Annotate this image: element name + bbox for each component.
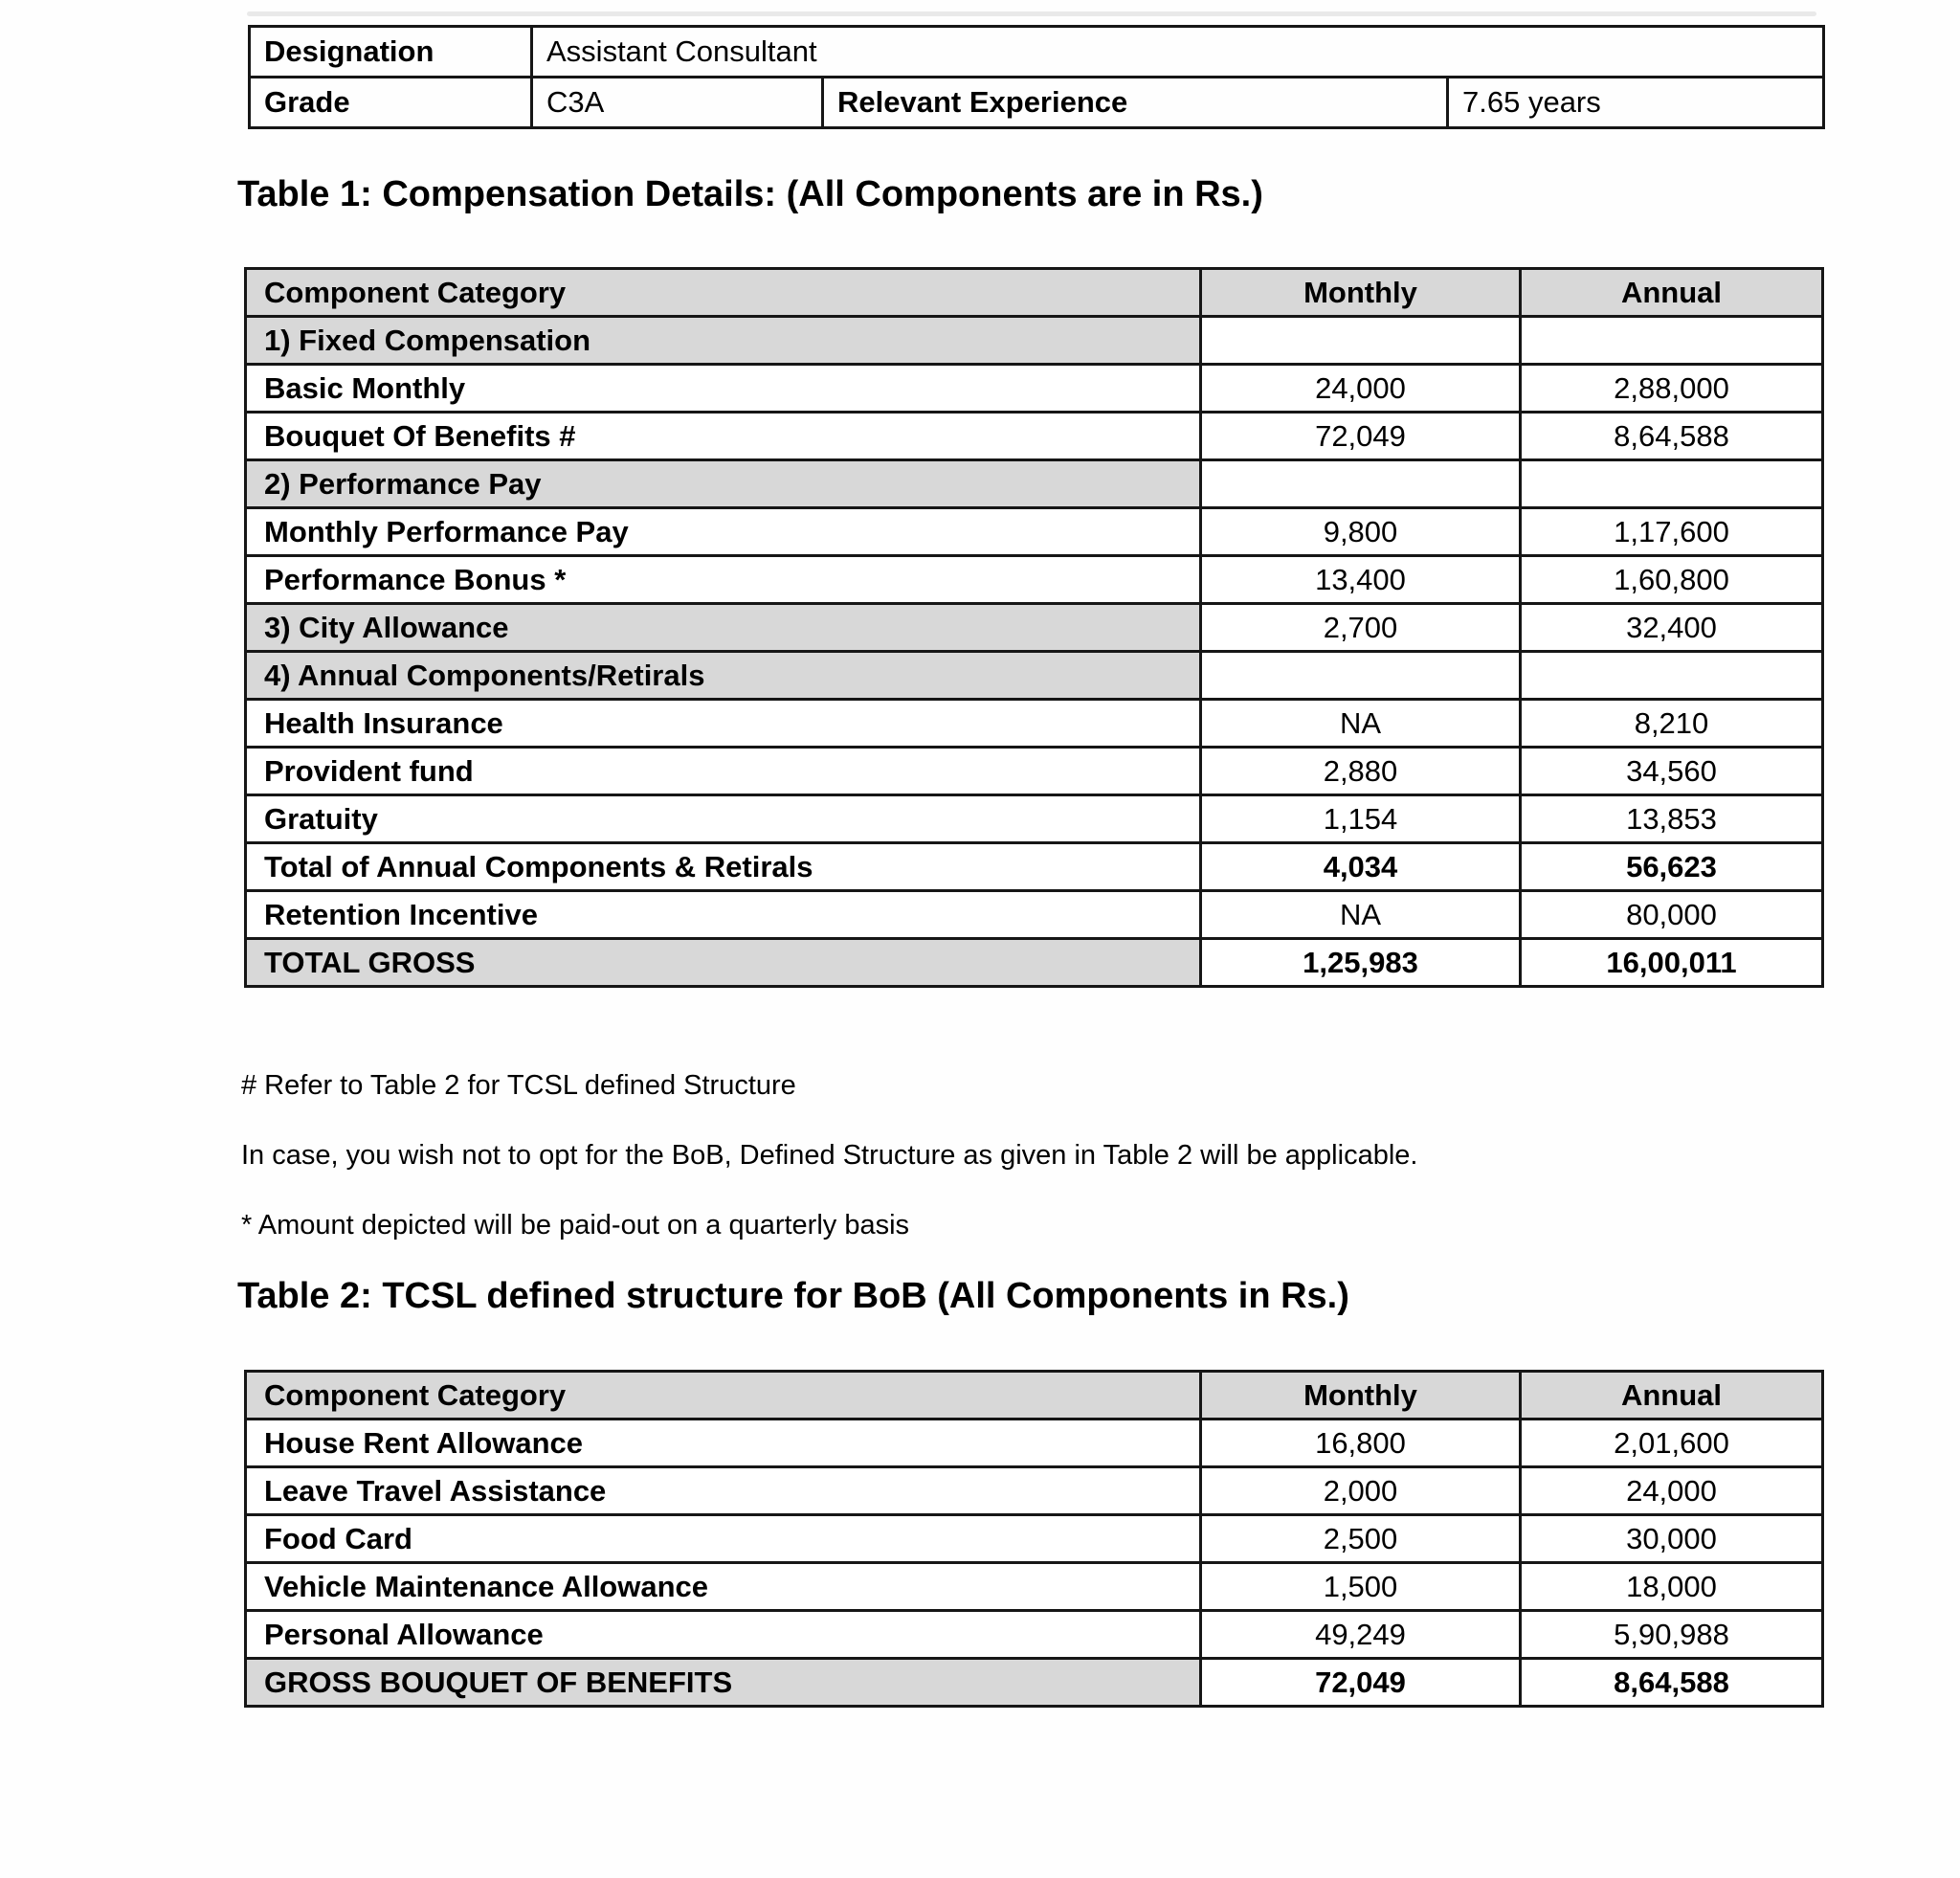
monthly-cell: 72,049	[1201, 413, 1521, 460]
component-label-cell: Retention Incentive	[246, 891, 1201, 939]
annual-cell: 2,88,000	[1521, 365, 1823, 413]
column-header-category: Component Category	[246, 1372, 1201, 1420]
table-row	[246, 795, 1823, 843]
column-header-annual: Annual	[1521, 269, 1823, 317]
annual-cell: 32,400	[1521, 604, 1823, 652]
header-row	[246, 269, 1823, 317]
annual-cell: 34,560	[1521, 748, 1823, 795]
section-row	[246, 317, 1823, 365]
monthly-cell: 72,049	[1201, 1659, 1521, 1707]
total-row	[246, 939, 1823, 987]
table-row	[246, 891, 1823, 939]
monthly-cell: 2,500	[1201, 1515, 1521, 1563]
monthly-cell	[1201, 652, 1521, 700]
grade-value: C3A	[532, 78, 823, 128]
monthly-cell: 4,034	[1201, 843, 1521, 891]
component-label-cell: GROSS BOUQUET OF BENEFITS	[246, 1659, 1201, 1707]
annual-cell: 1,60,800	[1521, 556, 1823, 604]
monthly-cell: 2,000	[1201, 1467, 1521, 1515]
annual-cell: 56,623	[1521, 843, 1823, 891]
table-row	[246, 748, 1823, 795]
total-row	[246, 1659, 1823, 1707]
component-label-cell: Performance Bonus *	[246, 556, 1201, 604]
annual-cell: 18,000	[1521, 1563, 1823, 1611]
component-label-cell: Bouquet Of Benefits #	[246, 413, 1201, 460]
monthly-cell	[1201, 317, 1521, 365]
monthly-cell: NA	[1201, 891, 1521, 939]
annual-cell: 8,210	[1521, 700, 1823, 748]
component-label-cell: TOTAL GROSS	[246, 939, 1201, 987]
annual-cell: 8,64,588	[1521, 413, 1823, 460]
monthly-cell: 2,700	[1201, 604, 1521, 652]
section-row	[246, 652, 1823, 700]
monthly-cell: 49,249	[1201, 1611, 1521, 1659]
section-row	[246, 460, 1823, 508]
compensation-table	[244, 267, 1824, 988]
table-row	[246, 365, 1823, 413]
designation-value: Assistant Consultant	[532, 27, 1824, 78]
annual-cell: 30,000	[1521, 1515, 1823, 1563]
monthly-cell: 9,800	[1201, 508, 1521, 556]
annual-cell	[1521, 460, 1823, 508]
annual-cell: 1,17,600	[1521, 508, 1823, 556]
table-row	[246, 700, 1823, 748]
column-header-monthly: Monthly	[1201, 269, 1521, 317]
component-label-cell: Leave Travel Assistance	[246, 1467, 1201, 1515]
column-header-category: Component Category	[246, 269, 1201, 317]
annual-cell: 13,853	[1521, 795, 1823, 843]
component-label-cell: Basic Monthly	[246, 365, 1201, 413]
component-label-cell: 1) Fixed Compensation	[246, 317, 1201, 365]
column-header-annual: Annual	[1521, 1372, 1823, 1420]
table2-title: Table 2: TCSL defined structure for BoB (All Components in Rs.)	[237, 1276, 1349, 1316]
footnote-bob-reference: # Refer to Table 2 for TCSL defined Structure	[241, 1070, 796, 1101]
table-row	[246, 556, 1823, 604]
component-label-cell: House Rent Allowance	[246, 1420, 1201, 1467]
table-row	[246, 1515, 1823, 1563]
annual-cell: 2,01,600	[1521, 1420, 1823, 1467]
component-label-cell: Personal Allowance	[246, 1611, 1201, 1659]
component-label-cell: Vehicle Maintenance Allowance	[246, 1563, 1201, 1611]
monthly-cell: 1,500	[1201, 1563, 1521, 1611]
table-row	[246, 508, 1823, 556]
component-label-cell: Total of Annual Components & Retirals	[246, 843, 1201, 891]
monthly-cell: 24,000	[1201, 365, 1521, 413]
annual-cell	[1521, 652, 1823, 700]
component-label-cell: 2) Performance Pay	[246, 460, 1201, 508]
footnote-bob-opt-out: In case, you wish not to opt for the BoB, Defined Structure as given in Table 2 will be applicable.	[241, 1140, 1418, 1171]
header-row	[246, 1372, 1823, 1420]
component-label-cell: Health Insurance	[246, 700, 1201, 748]
monthly-cell: 1,154	[1201, 795, 1521, 843]
component-label-cell: Food Card	[246, 1515, 1201, 1563]
annual-cell: 24,000	[1521, 1467, 1823, 1515]
monthly-cell	[1201, 460, 1521, 508]
experience-value: 7.65 years	[1448, 78, 1824, 128]
monthly-cell: 2,880	[1201, 748, 1521, 795]
monthly-cell: 1,25,983	[1201, 939, 1521, 987]
bob-structure-table	[244, 1370, 1824, 1708]
component-label-cell: 4) Annual Components/Retirals	[246, 652, 1201, 700]
designation-label: Designation	[250, 27, 532, 78]
table-row	[250, 78, 1824, 128]
monthly-cell: 13,400	[1201, 556, 1521, 604]
annual-cell: 80,000	[1521, 891, 1823, 939]
component-label-cell: Provident fund	[246, 748, 1201, 795]
table-row	[246, 1420, 1823, 1467]
annual-cell: 16,00,011	[1521, 939, 1823, 987]
subtotal-row	[246, 843, 1823, 891]
annual-cell	[1521, 317, 1823, 365]
column-header-monthly: Monthly	[1201, 1372, 1521, 1420]
section-row	[246, 604, 1823, 652]
monthly-cell: 16,800	[1201, 1420, 1521, 1467]
table-row	[246, 413, 1823, 460]
experience-label: Relevant Experience	[823, 78, 1448, 128]
monthly-cell: NA	[1201, 700, 1521, 748]
table-row	[246, 1467, 1823, 1515]
table-row	[246, 1563, 1823, 1611]
footnote-quarterly-payout: * Amount depicted will be paid-out on a quarterly basis	[241, 1210, 910, 1241]
scan-artifact-line	[247, 11, 1816, 16]
table-row	[250, 27, 1824, 78]
annual-cell: 8,64,588	[1521, 1659, 1823, 1707]
employee-info-table	[248, 25, 1825, 129]
table-row	[246, 1611, 1823, 1659]
component-label-cell: Gratuity	[246, 795, 1201, 843]
table1-title: Table 1: Compensation Details: (All Components are in Rs.)	[237, 174, 1263, 214]
grade-label: Grade	[250, 78, 532, 128]
component-label-cell: Monthly Performance Pay	[246, 508, 1201, 556]
component-label-cell: 3) City Allowance	[246, 604, 1201, 652]
annual-cell: 5,90,988	[1521, 1611, 1823, 1659]
